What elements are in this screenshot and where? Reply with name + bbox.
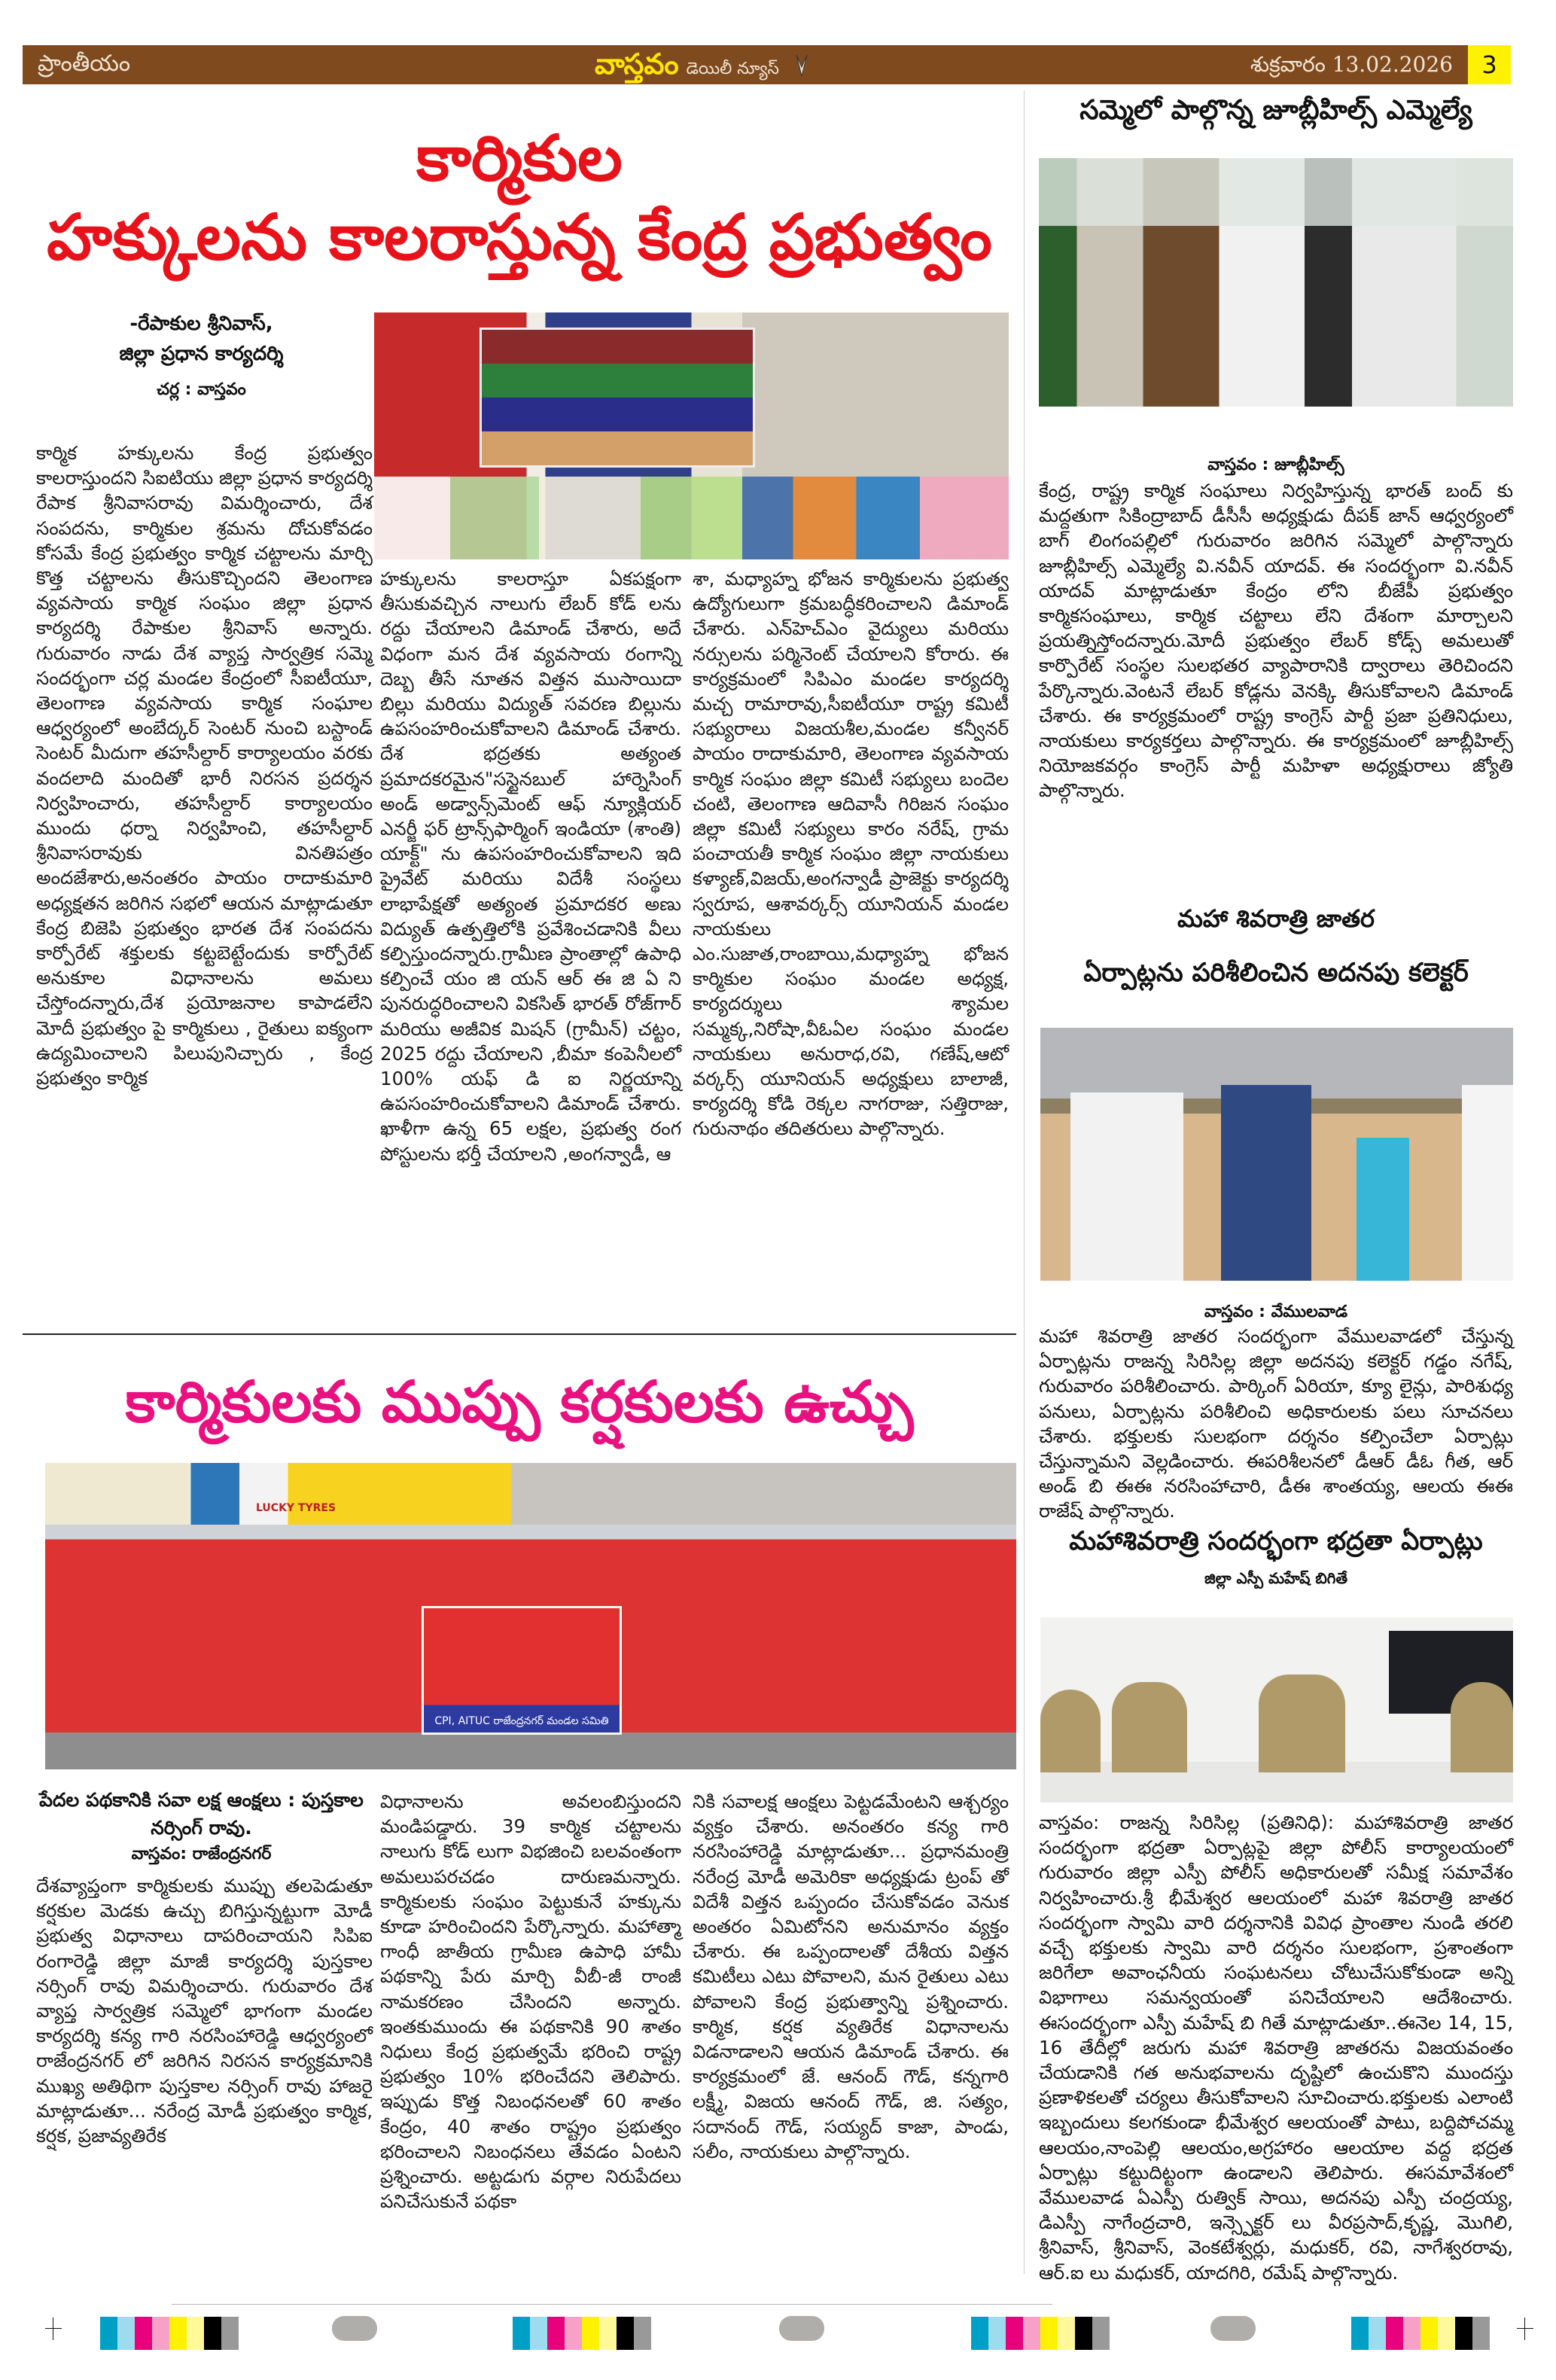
bottom-subhead: పేదల పథకానికి సవా లక్ష ఆంక్షలు : పుస్తకాల నర్సింగ్ రావు.: [39, 1789, 364, 1839]
person-figure: [1357, 1138, 1409, 1281]
person-figure: [1070, 1092, 1183, 1281]
vemulawada-dateline: వాస్తవం : వేములవాడ: [1204, 1303, 1348, 1321]
security-headline: మహాశివరాత్రి సందర్భంగా భద్రతా ఏర్పాట్లు: [1069, 1526, 1483, 1556]
shivaratri-headline-line1: మహా శివరాత్రి జాతర: [1177, 904, 1375, 933]
bottom-col-1: [36, 1873, 373, 2148]
officer-figure: [1259, 1675, 1345, 1772]
lead-headline-line2: హక్కులను కాలరాస్తున్న కేంద్ర ప్రభుత్వం: [47, 200, 992, 274]
vemulawada-body: మహా శివరాత్రి జాతర సందర్భంగా వేములవాడలో చేస్తున్న ఏర్పాట్లను రాజన్న సిరిసిల్ల జిల్లా అదనపు కలెక్టర్ గడ్డం నగేష్, గురువారం పరిశీలించారు. పార్కింగ్ ఏరియా, క్యూ లైన్లు, పారిశుధ్య పనులు, ఏర్పాట్లను పరిశీలించి అధికారులకు పలు సూచనలు చేశారు. భక్తులకు సులభంగా దర్శనం కల్పించేలా ఏర్పాట్లు చేస్తున్నామని వెల్లడించారు. ఈపరిశీలనలో డీఆర్ డీఓ గీత, ఆర్ అండ్ బి ఈఈ నరసింహాచారి, డీఈ శాంతయ్య, ఆలయ ఈఈ రాజేష్ పాల్గొన్నారు.: [1039, 1325, 1513, 1522]
color-bar: [1351, 2317, 1490, 2350]
photo-banner: [480, 328, 755, 468]
paragraph: హక్కులను కాలరాస్తూ ఏకపక్షంగా తీసుకువచ్చిన నాలుగు లేబర్ కోడ్ లను రద్దు చేయాలని డిమాండ్ చేశారు, అదే విధంగా మన దేశ వ్యవసాయ రంగాన్ని దెబ్బ తీసే నూతన విత్తన ముసాయిదా బిల్లు మరియు విద్యుత్ సవరణ బిల్లును ఉపసంహరించుకోవాలని డిమాండ్ చేశారు. దేశ భద్రతకు అత్యంత ప్రమాదకరమైన"సస్టైనబుల్ హార్నెసింగ్ అండ్ అడ్వాన్స్‌మెంట్ ఆఫ్ న్యూక్లియర్ ఎనర్జీ ఫర్ ట్రాన్స్‌ఫార్మింగ్ ఇండియా (శాంతి) యాక్ట్" ను ఉపసంహరించుకోవాలని ఇది ప్రైవేట్ మరియు విదేశీ సంస్థలు లాభాపేక్షతో అత్యంత ప్రమాదకర అణు విద్యుత్ ఉత్పత్తిలోకి ప్రవేశించడానికి వీలు కల్పిస్తుందన్నారు.గ్రామీణ ప్రాంతాల్లో ఉపాధి కల్పించే యం జి యన్ ఆర్ ఈ జి ఏ ని పునరుద్ధరించాలని వికసిత్ భారత్ రోజ్‌గార్ మరియు అజీవిక మిషన్ (గ్రామీన్) చట్టం, 2025 రద్దు చేయాలని ,బీమా కంపెనీలలో 100% యఫ్ డి ఐ నిర్ణయాన్ని ఉపసంహరించుకోవాలని డిమాండ్ చేశారు. ఖాళీగా ఉన్న 65 లక్షల, ప్రభుత్వ రంగ పోస్టులను భర్తీ చేయాలని ,అంగన్వాడీ, ఆ: [380, 568, 681, 1165]
rally-banner-text: CPI, AITUC రాజేంద్రనగర్ మండల సమితి: [434, 1715, 609, 1727]
section-label: ప్రాంతీయం: [38, 50, 131, 77]
masthead: [23, 45, 1468, 84]
sp-meeting-photo: [1040, 1617, 1513, 1803]
section-divider: [23, 1333, 1016, 1335]
byline-title: జిల్లా ప్రధాన కార్యదర్శి: [119, 343, 284, 365]
jubilee-hills-photo: [1039, 158, 1513, 407]
quill-icon: [795, 53, 808, 79]
rally-banner: [422, 1606, 622, 1735]
lead-byline: [30, 309, 373, 405]
shivaratri-headline-line2: ఏర్పాట్లను పరిశీలించిన అదనపు కలెక్టర్: [1083, 958, 1469, 988]
paragraph: విధానాలను అవలంబిస్తుందని మండిపడ్డారు. 39 కార్మిక చట్టాలను నాలుగు కోడ్ లుగా విభజించి బలవంతంగా అమలుపరచడం దారుణమన్నారు. కార్మికులకు సంఘం పెట్టుకునే హక్కును కూడా హరించిందని పేర్కొన్నారు. మహాత్మా గాంధీ జాతీయ గ్రామీణ ఉపాధి హామీ పథకాన్ని పేరు మార్చి వీబీ-జీ రాంజీ నామకరణం చేసిందని అన్నారు. ఇంతకుముందు ఈ పథకానికి 90 శాతం నిధులు కేంద్ర ప్రభుత్వమే భరించి రాష్ట్ర ప్రభుత్వం 10% భరించేదని తెలిపారు. ఇప్పుడు కొత్త నిబంధనలతో 60 శాతం కేంద్రం, 40 శాతం రాష్ట్రం ప్రభుత్వం భరించాలని నిబంధనలు తేవడం ఏంటని ప్రశ్నించారు. అట్టడుగు వర్గాల నిరుపేదలు పనిచేసుకునే పథకా: [380, 1790, 681, 2213]
photo-crowd: [374, 477, 1009, 559]
color-bar: [513, 2317, 651, 2350]
bottom-col-3: [693, 1789, 1009, 2164]
person-figure: [1462, 1085, 1513, 1281]
bottom-dateline: వాస్తవం: రాజేంద్రనగర్: [131, 1845, 272, 1863]
registration-pill: [779, 2316, 824, 2341]
byline-name: -రేపాకుల శ్రీనివాస్,: [129, 312, 273, 335]
paragraph: దేశవ్యాప్తంగా కార్మికులకు ముప్పు తలపెడుతూ కర్షకుల మెడకు ఉచ్చు బిగిస్తున్నట్టుగా మోడీ ప్రభుత్వ విధానాలు దాపరించాయని సిపిఐ రంగారెడ్డి జిల్లా మాజీ కార్యదర్శి పుస్తకాల నర్సింగ్ రావు విమర్శించారు. గురువారం దేశ వ్యాప్త సార్వత్రిక సమ్మెలో భాగంగా మండల కార్యదర్శి కన్య గారి నరసింహారెడ్డి ఆధ్వర్యంలో రాజేంద్రనగర్ లో జరిగిన నిరసన కార్యక్రమానికి ముఖ్య అతిథిగా పుస్తకాల నర్సింగ్ రావు హాజరై మాట్లాడుతూ... నరేంద్ర మోడీ ప్రభుత్వం కార్మిక, కర్షక, ప్రజావ్యతిరేక: [36, 1875, 373, 2147]
lead-col-3: [693, 566, 1009, 1141]
jubilee-hills-headline: సమ్మెలో పాల్గొన్న జూబ్లీహిల్స్ ఎమ్మెల్యే: [1079, 95, 1472, 126]
jubilee-hills-dateline: వాస్తవం : జూబ్లీహిల్స్: [1207, 456, 1344, 474]
officer-figure: [1040, 1690, 1101, 1772]
officer-figure: [1112, 1682, 1187, 1772]
registration-pill: [1210, 2316, 1256, 2341]
brand-subtitle: డెయిలీ న్యూస్: [686, 59, 779, 78]
aituc-rally-photo: [45, 1463, 1016, 1769]
issue-date: శుక్రవారం 13.02.2026: [1250, 52, 1453, 77]
lead-dateline: చర్ల : వాస్తవం: [157, 380, 246, 399]
paragraph: నికి సవాలక్ష ఆంక్షలు పెట్టడమేంటని ఆశ్చర్యం వ్యక్తం చేశారు. అనంతరం కన్య గారి నరసింహారెడ్డి మాట్లాడుతూ... ప్రధానమంత్రి నరేంద్ర మోడీ అమెరికా అధ్యక్షుడు ట్రంప్ తో విదేశీ విత్తన ఒప్పందం చేసుకోవడం వెనుక అంతరం ఏమిటోనని అనుమానం వ్యక్తం చేశారు. ఈ ఒప్పందాలతో దేశీయ విత్తన కమిటీలు ఎటు పోవాలని, మన రైతులు ఎటు పోవాలని కేంద్ర ప్రభుత్వాన్ని ప్రశ్నించారు. కార్మిక, కర్షక వ్యతిరేక విధానాలను విడనాడాలని ఆయన డిమాండ్ చేశారు. ఈ కార్యక్రమంలో జే. ఆనంద్ గౌడ్, కన్నగారి లక్ష్మీ, విజయ ఆనంద్ గౌడ్, జి. సత్యం, సదానంద్ గౌడ్, సయ్యద్ కాజా, పాండు, సలీం, నాయకులు పాల్గొన్నారు.: [693, 1790, 1009, 2162]
bottom-headline: కార్మికులకు ముప్పు కర్షకులకు ఉచ్చు: [125, 1368, 914, 1435]
column-rule: [1024, 90, 1025, 2274]
page-number: 3: [1468, 45, 1511, 84]
color-bar: [971, 2317, 1110, 2350]
person-figure: [1221, 1085, 1311, 1281]
officer-figure: [1451, 1682, 1513, 1772]
lead-col-2: [380, 566, 681, 1166]
lead-col-1: [36, 440, 373, 1090]
registration-line: [172, 2304, 1052, 2305]
crop-mark-icon: [1517, 2318, 1533, 2340]
lead-headline-line1: కార్మికుల: [416, 121, 623, 195]
registration-pill: [332, 2316, 377, 2341]
paragraph: శా, మధ్యాహ్న భోజన కార్మికులను ప్రభుత్వ ఉద్యోగులుగా క్రమబద్ధీకరించాలని డిమాండ్ చేశారు. ఎన్‌హెచ్‌ఎం వైద్యులు మరియు నర్సులను పర్మినెంట్ చేయాలని కోరారు. ఈ కార్యక్రమంలో సిపిఎం మండల కార్యదర్శి మచ్చ రామారావు,సీఐటీయూ రాష్ట్ర కమిటీ సభ్యురాలు విజయశీల,మండల కన్వీనర్ పాయం రాదాకుమారి, తెలంగాణ వ్యవసాయ కార్మిక సంఘం జిల్లా కమిటీ సభ్యులు బందెల చంటి, తెలంగాణ ఆదివాసీ గిరిజన సంఘం జిల్లా కమిటీ సభ్యులు కారం నరేష్, గ్రామ పంచాయతీ కార్మిక సంఘం జిల్లా నాయకులు కళ్యాణ్,విజయ్,అంగన్వాడీ ప్రాజెక్టు కార్యదర్శి స్వరూప, ఆశావర్కర్స్ యూనియన్ మండల నాయకులు ఎం.సుజాత,రాంబాయి,మధ్యాహ్న భోజన కార్మికుల సంఘం మండల అధ్యక్ష, కార్యదర్శులు శ్యామల సమ్మక్క,నిరోషా,వీఓఏల సంఘం మండల నాయకులు అనురాధ,రవి, గణేష్,ఆటో వర్కర్స్ యూనియన్ అధ్యక్షులు బాలాజీ, కార్యదర్శి కోడి రెక్కల నాగరాజు, సత్తిరాజు, గురునాథం తదితరులు పాల్గొన్నారు.: [693, 568, 1009, 1140]
jubilee-hills-body: కేంద్ర, రాష్ట్ర కార్మిక సంఘాలు నిర్వహిస్తున్న భారత్ బంద్ కు మద్దతుగా సికింద్రాబాద్ డీసీసీ అధ్యక్షుడు దీపక్ జాన్ ఆధ్వర్యంలో బాగ్ లింగంపల్లిలో గురువారం జరిగిన సమ్మెలో పాల్గొన్నారు జూబ్లీహిల్స్ ఎమ్మెల్యే వి.నవీన్ యాదవ్. ఈ సందర్భంగా వి.నవీన్ యాదవ్ మాట్లాడుతూ కేంద్రం లోని బీజేపీ ప్రభుత్వం కార్మికసంఘాలు, కార్మిక చట్టాలు లేని దేశంగా మార్చాలని ప్రయత్నిస్తోందన్నారు.మోదీ ప్రభుత్వం లేబర్ కోడ్స్ అమలుతో కార్పొరేట్ సంస్థల సులభతర వ్యాపారానికి ద్వారాలు తెరిచిందని పేర్కొన్నారు.వెంటనే లేబర్ కోడ్లను వెనక్కి తీసుకోవాలని డిమాండ్ చేశారు. ఈ కార్యక్రమంలో రాష్ట్ర కాంగ్రెస్ పార్టీ ప్రజా ప్రతినిధులు, నాయకులు కార్యకర్తలు పాల్గొన్నారు. ఈ కార్యక్రమంలో జూబ్లీహిల్స్ నియోజకవర్గం కాంగ్రెస్ పార్టీ మహిళా అధ్యక్షురాలు జ్యోతి పాల్గొన్నారు.: [1039, 480, 1513, 802]
security-subhead: జిల్లా ఎస్పీ మహేష్ బిగితే: [1204, 1569, 1348, 1587]
color-bar: [100, 2317, 239, 2350]
security-body: వాస్తవం: రాజన్న సిరిసిల్ల (ప్రతినిధి): మహాశివరాత్రి జాతర సందర్భంగా భద్రతా ఏర్పాట్లపై జిల్లా పోలీస్ కార్యాలయంలో గురువారం జిల్లా ఎస్పీ పోలీస్ అధికారులతో సమీక్ష సమావేశం నిర్వహించారు.శ్రీ భీమేశ్వర ఆలయంలో మహా శివరాత్రి జాతర సందర్భంగా స్వామి వారి దర్శనానికి వివిధ ప్రాంతాల నుండి తరలి వచ్చే భక్తులకు స్వామి వారి దర్శనం సులభంగా, ప్రశాంతంగా జరిగేలా అవాంఛనీయ సంఘటనలు చోటుచేసుకోకుండా అన్ని విభాగాలు సమన్వయంతో పనిచేయాలని ఆదేశించారు. ఈసందర్భంగా ఎస్పీ మహేష్ బి గితే మాట్లాడుతూ..ఈనెల 14, 15, 16 తేదీల్లో జరుగు మహా శివరాత్రి జాతరను విజయవంతం చేయడానికి గత అనుభవాలను దృష్టిలో ఉంచుకొని ముందస్తు ప్రణాళికలతో చర్యలు తీసుకోవాలని సూచించారు.భక్తులకు ఎలాంటి ఇబ్బందులు కలగకుండా భీమేశ్వర ఆలయంతో పాటు, బద్దిపోచమ్మ ఆలయం,నాంపెల్లి ఆలయం,అగ్రహారం ఆలయాల వద్ద భద్రత ఏర్పాట్లు కట్టుదిట్టంగా ఉండాలని తెలిపారు. ఈసమావేశంలో వేములవాడ ఏఎస్పీ రుత్విక్ సాయి, అదనపు ఎస్పీ చంద్రయ్య, డిఎస్పీ నాగేంద్రచారి, ఇన్స్పెక్టర్ లు వీరప్రసాద్,కృష్ణ, మొగిలి, శ్రీనివాస్, శ్రీనివాస్, వెంకటేశ్వర్లు, మధుకర్, రవి, నాగేశ్వరరావు, ఆర్.ఐ లు మధుకర్, యాదగిరి, రమేష్ పాల్గొన్నారు.: [1039, 1812, 1513, 2284]
brand-logo: [595, 47, 808, 88]
shop-sign: LUCKY TYRES: [256, 1502, 336, 1514]
photo-sky: [1039, 158, 1513, 226]
crop-mark-icon: [45, 2318, 62, 2340]
lead-photo: [374, 312, 1009, 559]
bottom-col-2: [380, 1789, 681, 2214]
paragraph: కార్మిక హక్కులను కేంద్ర ప్రభుత్వం కాలరాస్తుందని సిఐటియు జిల్లా ప్రధాన కార్యదర్శి రేపాక శ్రీనివాసరావు విమర్శించారు, దేశ సంపదను, కార్మికుల శ్రమను దోచుకోవడం కోసమే కేంద్ర ప్రభుత్వం కార్మిక చట్టాలను మార్చి కొత్త చట్టాలను తీసుకొచ్చిందని తెలంగాణ వ్యవసాయ కార్మిక సంఘం జిల్లా ప్రధాన కార్యదర్శి రేపాకుల శ్రీనివాస్ అన్నారు. గురువారం నాడు దేశ వ్యాప్త సార్వత్రిక సమ్మె సందర్భంగా చర్ల మండల కేంద్రంలో సీఐటీయూ, తెలంగాణ వ్యవసాయ కార్మిక సంఘాల ఆధ్వర్యంలో అంబేద్కర్ సెంటర్ నుంచి బస్టాండ్ సెంటర్ మీదుగా తహసీల్దార్ కార్యాలయం వరకు వందలాది మందితో భారీ నిరసన ప్రదర్శన నిర్వహించారు, తహసీల్దార్ కార్యాలయం ముందు ధర్నా నిర్వహించి, తహసీల్దార్ శ్రీనివాసరావుకు వినతిపత్రం అందజేశారు,అనంతరం పాయం రాదాకుమారి అధ్యక్షతన జరిగిన సభలో ఆయన మాట్లాడుతూ కేంద్ర బిజెపి ప్రభుత్వం భారత దేశ సంపదను కార్పోరేట్ శక్తులకు కట్టబెట్టేందుకు కార్పోరేట్ అనుకూల విధానాలను అమలు చేస్తోందన్నారు,దేశ ప్రయోజనాల కాపాడలేని మోదీ ప్రభుత్వం పై కార్మికులు , రైతులు ఐక్యంగా ఉద్యమించాలని పిలుపునిచ్చారు , కేంద్ర ప్రభుత్వం కార్మిక: [36, 442, 373, 1089]
shop-fronts: [45, 1463, 1016, 1525]
brand-name: వాస్తవం: [595, 47, 679, 81]
collector-inspection-photo: [1040, 1028, 1513, 1281]
